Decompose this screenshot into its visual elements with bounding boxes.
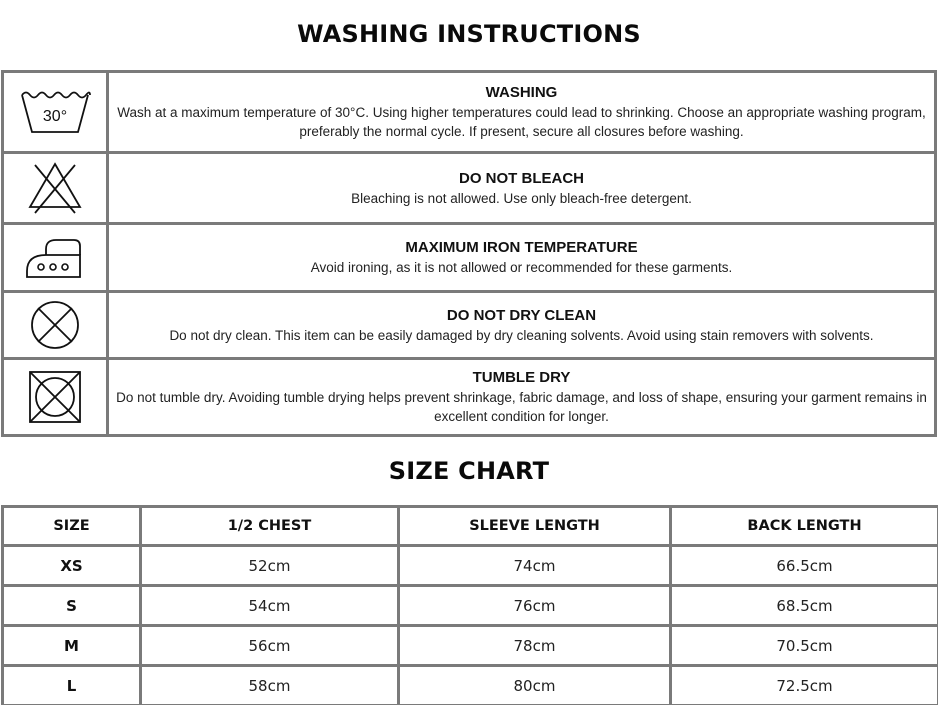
instruction-text — [108, 292, 936, 359]
instruction-row-tumble-dry — [3, 359, 936, 436]
table-row — [3, 666, 938, 705]
column-header-sleeve-length: SLEEVE LENGTH — [399, 507, 671, 546]
size-cell: M — [3, 626, 141, 666]
instruction-text — [108, 359, 936, 436]
size-cell: L — [3, 666, 141, 705]
chest-cell: 54cm — [141, 586, 399, 626]
instruction-text — [108, 72, 936, 153]
table-row — [3, 626, 938, 666]
column-header-chest: 1/2 CHEST — [141, 507, 399, 546]
icon-cell — [3, 224, 108, 292]
icon-cell — [3, 72, 108, 153]
instruction-row-iron — [3, 224, 936, 292]
sleeve-length-cell: 78cm — [399, 626, 671, 666]
washing-instructions-table — [1, 70, 937, 437]
sleeve-length-cell: 80cm — [399, 666, 671, 705]
instruction-description: Avoid ironing, as it is not allowed or recommended for these garments. — [310, 260, 733, 275]
sleeve-length-cell: 74cm — [399, 546, 671, 586]
size-chart-title: SIZE CHART — [388, 457, 550, 485]
instruction-text — [108, 224, 936, 292]
sleeve-length-cell: 76cm — [399, 586, 671, 626]
icon-cell — [3, 359, 108, 436]
instruction-title: MAXIMUM IRON TEMPERATURE — [405, 239, 638, 256]
column-header-size: SIZE — [3, 507, 141, 546]
instruction-title: DO NOT DRY CLEAN — [446, 306, 597, 324]
wash-30-icon — [19, 89, 91, 135]
instruction-description: Do not tumble dry. Avoiding tumble drying helps prevent shrinkage, fabric damage, and loss of shape, ensuring your garment remains in excellent condition for longer. — [116, 390, 927, 424]
chest-cell: 58cm — [141, 666, 399, 705]
instruction-title: WASHING — [485, 84, 558, 101]
wash-temperature-label: 30° — [42, 108, 68, 125]
instruction-row-dry-clean — [3, 292, 936, 359]
iron-icon — [24, 235, 86, 281]
chest-cell: 52cm — [141, 546, 399, 586]
back-length-cell: 68.5cm — [671, 586, 938, 626]
size-chart-header-row — [3, 507, 938, 546]
table-row — [3, 546, 938, 586]
icon-cell — [3, 292, 108, 359]
size-cell: XS — [3, 546, 141, 586]
back-length-cell: 70.5cm — [671, 626, 938, 666]
table-row — [3, 586, 938, 626]
washing-instructions-title: WASHING INSTRUCTIONS — [297, 20, 641, 48]
icon-cell — [3, 153, 108, 224]
instruction-title: DO NOT BLEACH — [459, 169, 584, 187]
instruction-title: TUMBLE DRY — [472, 369, 571, 386]
instruction-row-bleach — [3, 153, 936, 224]
instruction-description: Wash at a maximum temperature of 30°C. Using higher temperatures could lead to shrinking. Choose an appropriate washing program, preferably the normal cycle. If present, secure all closures before washing. — [117, 105, 926, 139]
back-length-cell: 66.5cm — [671, 546, 938, 586]
column-header-back-length: BACK LENGTH — [671, 507, 938, 546]
instruction-description: Bleaching is not allowed. Use only bleach-free detergent. — [351, 190, 692, 206]
instruction-description: Do not dry clean. This item can be easily damaged by dry cleaning solvents. Avoid using stain removers with solvents. — [169, 327, 874, 343]
size-chart-table — [1, 505, 938, 705]
do-not-bleach-icon — [27, 161, 83, 215]
back-length-cell: 72.5cm — [671, 666, 938, 705]
instruction-text — [108, 153, 936, 224]
chest-cell: 56cm — [141, 626, 399, 666]
size-cell: S — [3, 586, 141, 626]
instruction-row-washing — [3, 72, 936, 153]
do-not-dry-clean-icon — [28, 298, 82, 352]
do-not-tumble-dry-icon — [27, 369, 83, 425]
